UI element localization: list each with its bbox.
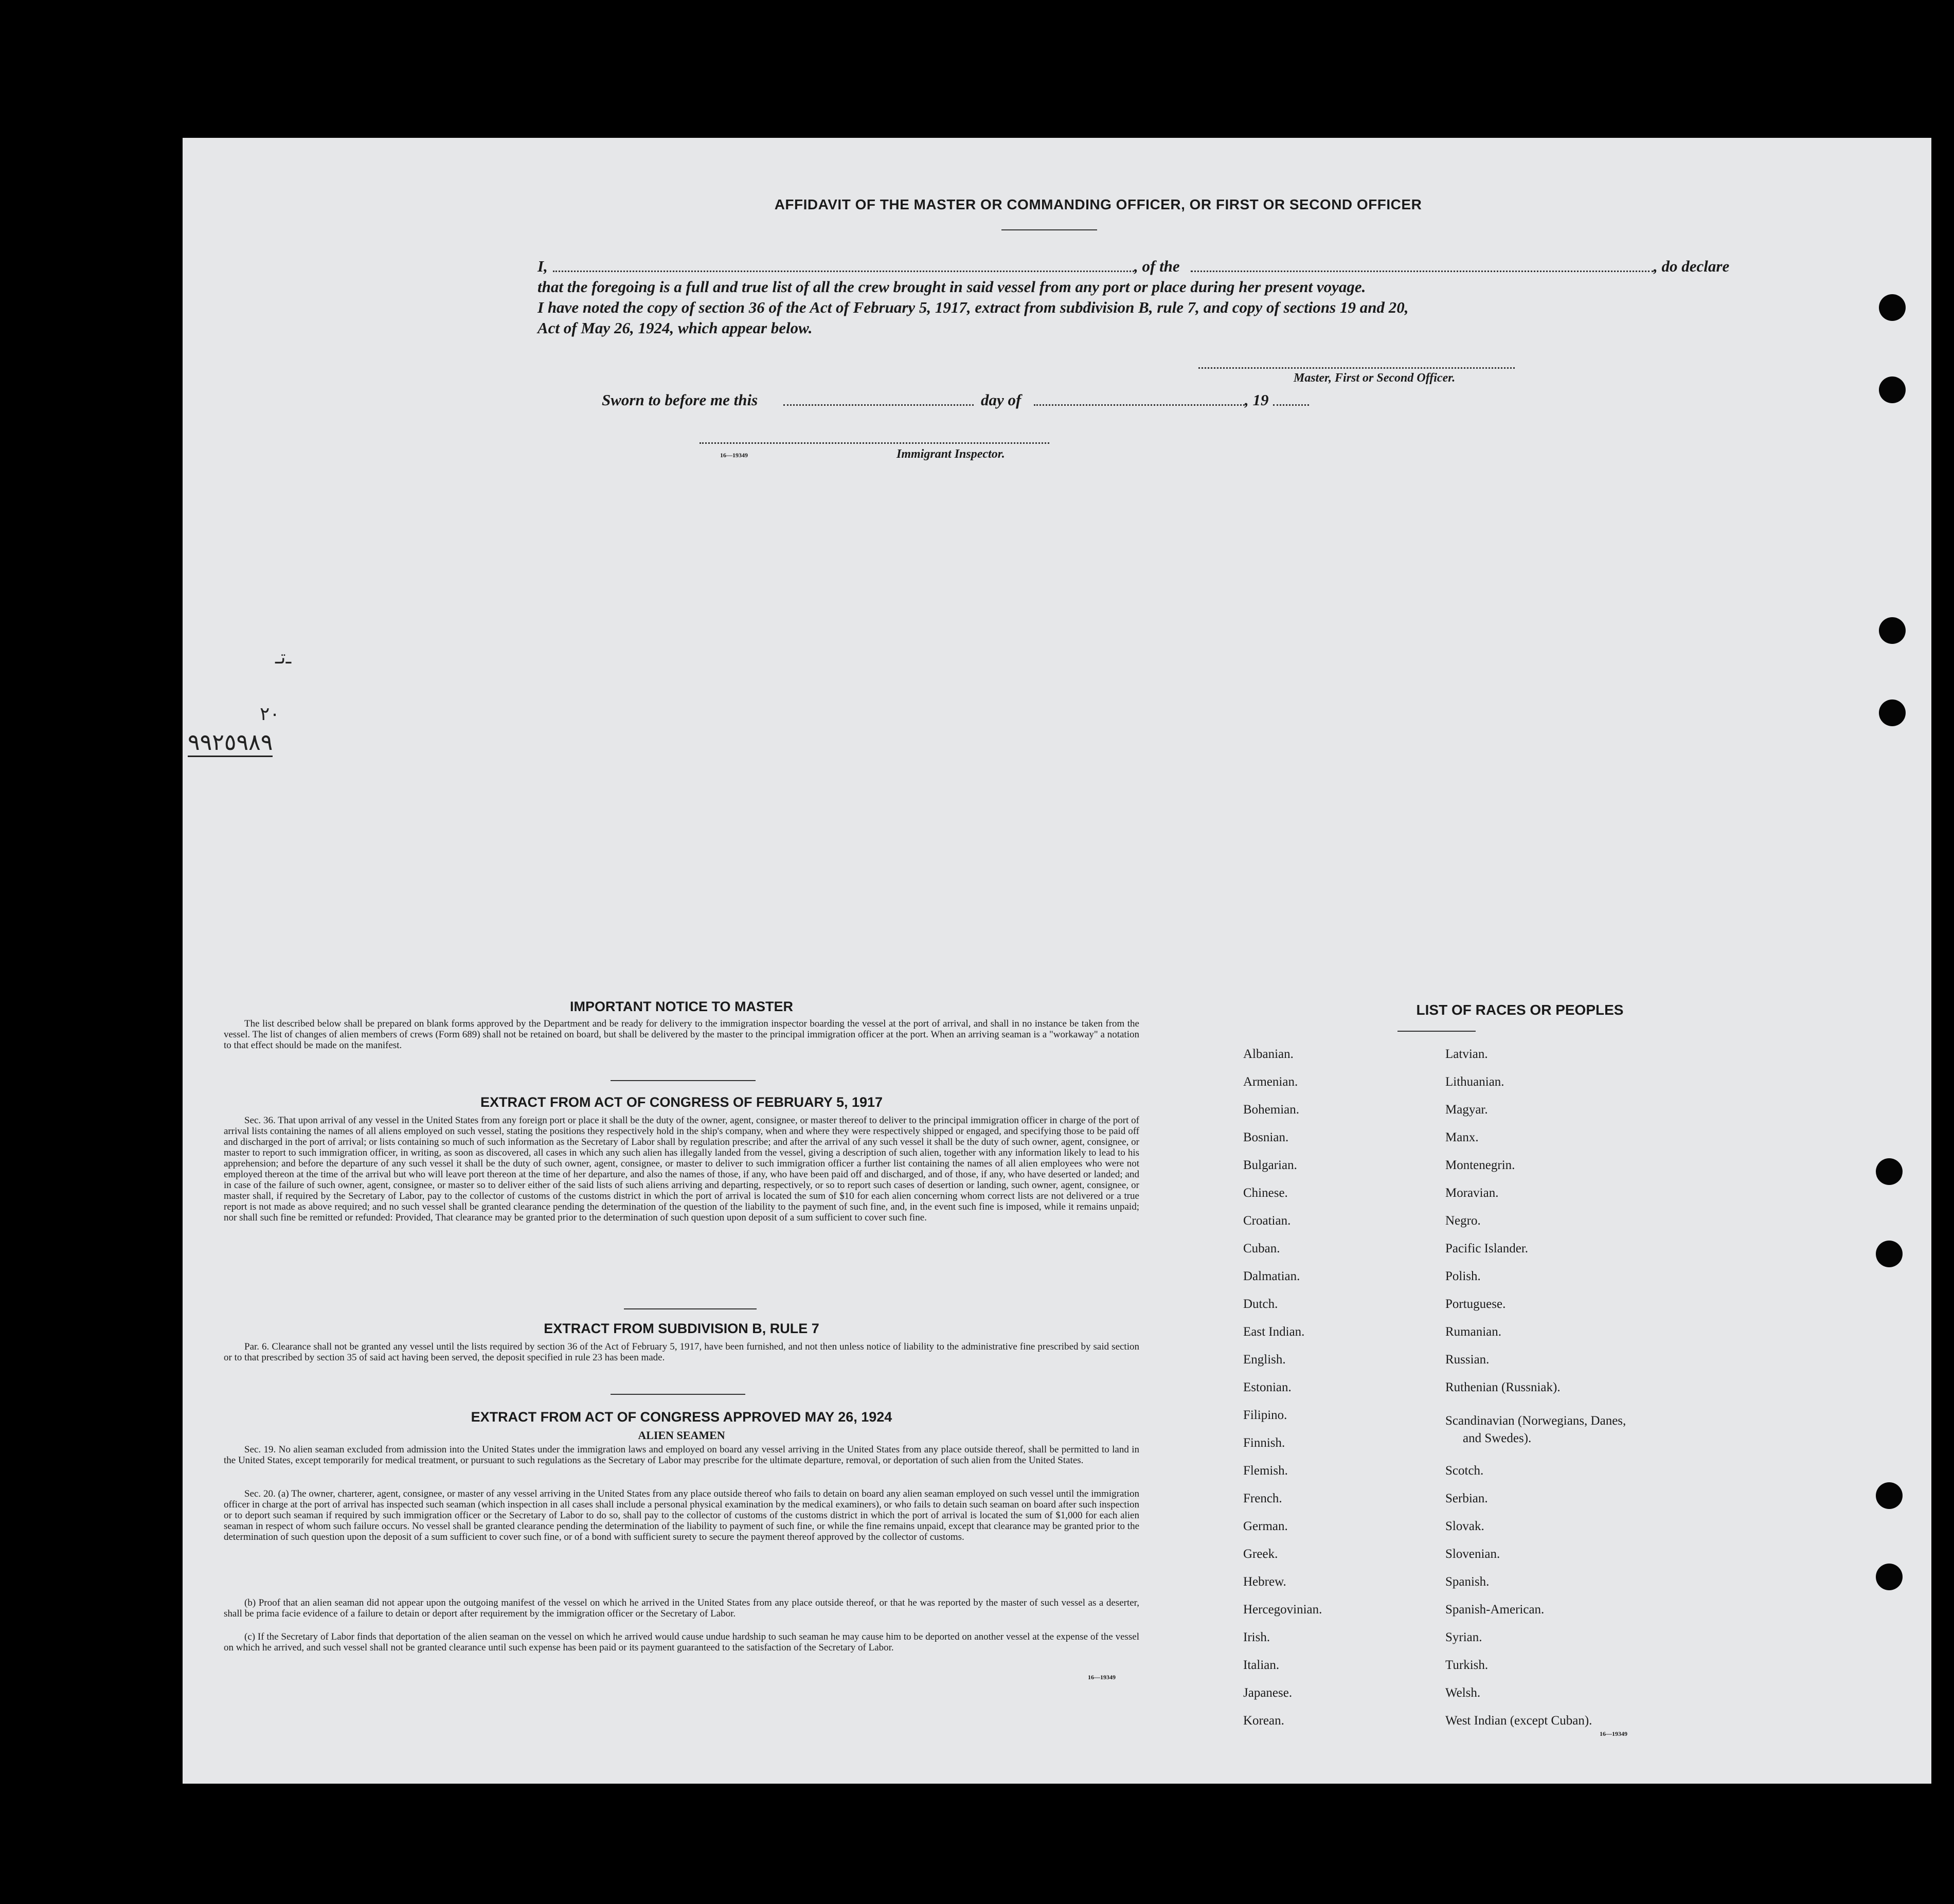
- section-rule: [624, 1308, 757, 1309]
- punch-hole: [1876, 1241, 1903, 1267]
- race-item: Albanian.: [1243, 1047, 1294, 1061]
- race-item: Slovak.: [1445, 1519, 1484, 1533]
- extract-1924-sec20b: (b) Proof that an alien seaman did not appear upon the outgoing manifest of the vessel on which he arrived in the United States from any place outside thereof, or that he was reported by the master of such vessel as a deserter, shall be prima facie evidence of a failure to detain or deport after requirement by the immigration officer or the Secretary of Labor.: [224, 1597, 1139, 1619]
- race-item: Bohemian.: [1243, 1103, 1300, 1117]
- notice-title: IMPORTANT NOTICE TO MASTER: [570, 999, 793, 1014]
- inspector-signature-line[interactable]: [700, 442, 1049, 444]
- race-item: Polish.: [1445, 1269, 1481, 1283]
- race-item: Korean.: [1243, 1714, 1284, 1728]
- race-item: Irish.: [1243, 1630, 1270, 1644]
- race-item: Cuban.: [1243, 1242, 1280, 1255]
- margin-note: ٢٠: [260, 704, 280, 725]
- subdivision-body: Par. 6. Clearance shall not be granted any vessel until the lists required by section 36 of the Act of February 5, 1917, have been furnished, and not then unless notice of liability to the administrative fine prescribed by said section or to that prescribed by section 35 of said act having been served, the deposit specified in rule 23 has been made.: [224, 1341, 1139, 1363]
- races-title: LIST OF RACES OR PEOPLES: [1416, 1002, 1624, 1018]
- vessel-blank[interactable]: [1191, 271, 1654, 272]
- race-item: Turkish.: [1445, 1658, 1489, 1672]
- race-item: West Indian (except Cuban).: [1445, 1714, 1592, 1728]
- punch-hole: [1876, 1564, 1903, 1590]
- sworn-day-blank[interactable]: [783, 404, 974, 406]
- year-label: , 19: [1245, 391, 1269, 409]
- form-number: 16—19349: [1600, 1730, 1627, 1737]
- race-item: Ruthenian (Russniak).: [1445, 1380, 1561, 1394]
- extract-1917-body: Sec. 36. That upon arrival of any vessel in the United States from any foreign port or place it shall be the duty of the owner, agent, consignee, or master thereof to deliver to the principal immigration officer in charge of the port of arrival lists containing the names of all aliens employed on such vessel, stating the positions they respectively hold in the ship's company, when and where they were respectively shipped or engaged, and specifying those to be paid off and discharged in the port of arrival; or lists containing so much of such information as the Secretary of Labor shall by regulation prescribe; and after the arrival of any such vessel it shall be the duty of such owner, agent, consignee, or master to report to such immigration officer, in writing, as soon as discovered, all cases in which any such alien has illegally landed from the vessel, giving a description of such alien, together with any information likely to lead to his apprehension; and before the departure of any such vessel it shall be the duty of such owner, agent, consignee, or master to deliver to such immigration officer a further list containing the names of all alien employees who were not employed thereon at the time of the arrival but who will leave port thereon at the time of her departure, and also the names of those, if any, who have been paid off and discharged, and of those, if any, who have deserted or landed; and in case of the failure of such owner, agent, consignee, or master so to deliver either of the said lists of such aliens arriving and departing, respectively, or so to report such cases of desertion or landing, such owner, agent, consignee, or master shall, if required by the Secretary of Labor, pay to the collector of customs of the customs district in which the port of arrival is located the sum of $10 for each alien concerning whom correct lists are not delivered or a true report is not made as above required; and no such vessel shall be granted clearance pending the determination of the question of the liability to the payment of such fine, and, in the event such fine is imposed, while it remains unpaid; nor shall such fine be remitted or refunded: Provided, That clearance may be granted prior to the determination of such question upon deposit of a sum sufficient to cover such fine.: [224, 1115, 1139, 1223]
- race-item: Finnish.: [1243, 1436, 1285, 1450]
- race-item: Greek.: [1243, 1547, 1278, 1561]
- race-item: Moravian.: [1445, 1186, 1499, 1200]
- race-item: Negro.: [1445, 1214, 1481, 1228]
- races-title-rule: [1397, 1031, 1476, 1032]
- race-item: Bulgarian.: [1243, 1158, 1297, 1172]
- form-page: [183, 138, 1931, 1784]
- race-item: Russian.: [1445, 1353, 1490, 1367]
- punch-hole: [1879, 294, 1906, 321]
- race-item: Hercegovinian.: [1243, 1603, 1322, 1616]
- race-item: Dalmatian.: [1243, 1269, 1300, 1283]
- affidavit-line-3: I have noted the copy of section 36 of the Act of February 5, 1917, extract from subdivision B, rule 7, and copy of sections 19 and 20,: [537, 298, 1409, 316]
- race-item: Dutch.: [1243, 1297, 1278, 1311]
- affidavit-do-declare: , do declare: [1654, 257, 1730, 275]
- race-item: Magyar.: [1445, 1103, 1488, 1117]
- section-rule: [611, 1394, 745, 1395]
- master-label: Master, First or Second Officer.: [1294, 371, 1456, 385]
- punch-hole: [1879, 699, 1906, 726]
- race-item: Filipino.: [1243, 1408, 1287, 1422]
- form-number: 16—19349: [720, 452, 748, 459]
- extract-1924-sec20a: Sec. 20. (a) The owner, charterer, agent, consignee, or master of any vessel arriving in the United States from any place outside thereof who fails to detain on board any alien seaman employed on such vessel until the immigration officer in charge at the port of arrival has inspected such seaman (which inspection in all cases shall include a personal physical examination by the medical examiners), or who fails to detain such seaman on board after such inspection or to deport such seaman if required by such immigration officer or the Secretary of Labor to do so, shall pay to the collector of customs of the customs district in which the port of arrival is located the sum of $1,000 for each alien seaman in respect of whom such failure occurs. No vessel shall be granted clearance pending the determination of the liability to payment of such fine, or while the fine remains unpaid, except that clearance may be granted prior to the determination of such question upon the deposit of a sum sufficient to cover such fine, or of a bond with sufficient surety to secure the payment thereof approved by the collector of customs.: [224, 1488, 1139, 1542]
- subdivision-title: EXTRACT FROM SUBDIVISION B, RULE 7: [544, 1321, 819, 1336]
- race-item: Scandinavian (Norwegians, Danes, and Swedes).: [1445, 1414, 1626, 1445]
- race-item: Croatian.: [1243, 1214, 1291, 1228]
- name-blank[interactable]: [553, 271, 1134, 272]
- extract-1917-title: EXTRACT FROM ACT OF CONGRESS OF FEBRUARY 5, 1917: [480, 1094, 883, 1110]
- race-item: Welsh.: [1445, 1686, 1481, 1700]
- sworn-label: Sworn to before me this: [602, 391, 758, 409]
- race-item: Japanese.: [1243, 1686, 1293, 1700]
- extract-1924-subtitle: ALIEN SEAMEN: [638, 1429, 725, 1442]
- race-item: German.: [1243, 1519, 1288, 1533]
- race-item: Scotch.: [1445, 1464, 1484, 1478]
- race-item: Latvian.: [1445, 1047, 1488, 1061]
- race-item: Spanish.: [1445, 1575, 1490, 1589]
- race-item: Lithuanian.: [1445, 1075, 1504, 1089]
- race-item: Armenian.: [1243, 1075, 1298, 1089]
- punch-hole: [1879, 376, 1906, 403]
- margin-note: ٩٩٢٥٩٨٩: [188, 729, 273, 757]
- race-item: Bosnian.: [1243, 1130, 1289, 1144]
- race-item: Serbian.: [1445, 1492, 1488, 1505]
- affidavit-title: AFFIDAVIT OF THE MASTER OR COMMANDING OFFICER, OR FIRST OR SECOND OFFICER: [774, 196, 1422, 212]
- section-rule: [611, 1080, 756, 1081]
- race-item: Montenegrin.: [1445, 1158, 1515, 1172]
- punch-hole: [1876, 1158, 1903, 1185]
- affidavit-of-the: , of the: [1134, 257, 1180, 275]
- form-number: 16—19349: [1088, 1674, 1116, 1681]
- inspector-label: Immigrant Inspector.: [897, 447, 1005, 461]
- extract-1924-sec20c: (c) If the Secretary of Labor finds that deportation of the alien seaman on the vessel on which he arrived would cause undue hardship to such seaman he may cause him to be deported on another vessel at the expense of the vessel on which he arrived, and such vessel shall not be granted clearance until such expense has been paid or its payment guaranteed to the satisfaction of the Secretary of Labor.: [224, 1631, 1139, 1653]
- extract-1924-title: EXTRACT FROM ACT OF CONGRESS APPROVED MAY 26, 1924: [471, 1409, 892, 1425]
- race-item: Portuguese.: [1445, 1297, 1506, 1311]
- race-item: Estonian.: [1243, 1380, 1292, 1394]
- race-item: Flemish.: [1243, 1464, 1288, 1478]
- affidavit-line-4: Act of May 26, 1924, which appear below.: [537, 319, 813, 337]
- race-item: Pacific Islander.: [1445, 1242, 1529, 1255]
- race-item: Spanish-American.: [1445, 1603, 1545, 1616]
- margin-note: ـﺗـ: [275, 647, 292, 668]
- sworn-month-blank[interactable]: [1034, 404, 1245, 406]
- race-item: Chinese.: [1243, 1186, 1288, 1200]
- affidavit-i-label: I,: [537, 257, 548, 275]
- race-item: East Indian.: [1243, 1325, 1305, 1339]
- race-item: Hebrew.: [1243, 1575, 1286, 1589]
- punch-hole: [1876, 1482, 1903, 1509]
- race-item: Rumanian.: [1445, 1325, 1502, 1339]
- notice-body: The list described below shall be prepared on blank forms approved by the Department and be ready for delivery to the immigration inspector boarding the vessel at the port of arrival, and shall in no instance be taken from the vessel. The list of changes of alien members of crews (Form 689) shall not be retained on board, but shall be delivered by the master to the principal immigration officer at the port. When an arriving seaman is a "workaway" a notation to that effect should be made on the manifest.: [224, 1018, 1139, 1051]
- race-item: Manx.: [1445, 1130, 1479, 1144]
- day-of-label: day of: [981, 391, 1021, 409]
- title-rule: [1001, 229, 1097, 230]
- extract-1924-sec19: Sec. 19. No alien seaman excluded from admission into the United States under the immigration laws and employed on board any vessel arriving in the United States from any place outside thereof, shall be permitted to land in the United States, except temporarily for medical treatment, or pursuant to such regulations as the Secretary of Labor may prescribe for the ultimate departure, removal, or deportation of such alien from the United States.: [224, 1444, 1139, 1466]
- punch-hole: [1879, 617, 1906, 644]
- race-item: Slovenian.: [1445, 1547, 1500, 1561]
- race-item: Italian.: [1243, 1658, 1280, 1672]
- race-item: French.: [1243, 1492, 1282, 1505]
- sworn-year-blank[interactable]: [1273, 404, 1309, 406]
- master-signature-line[interactable]: [1198, 367, 1515, 369]
- race-item: Syrian.: [1445, 1630, 1482, 1644]
- race-item: English.: [1243, 1353, 1286, 1367]
- affidavit-line-2: that the foregoing is a full and true list of all the crew brought in said vessel from any port or place during her present voyage.: [537, 278, 1366, 296]
